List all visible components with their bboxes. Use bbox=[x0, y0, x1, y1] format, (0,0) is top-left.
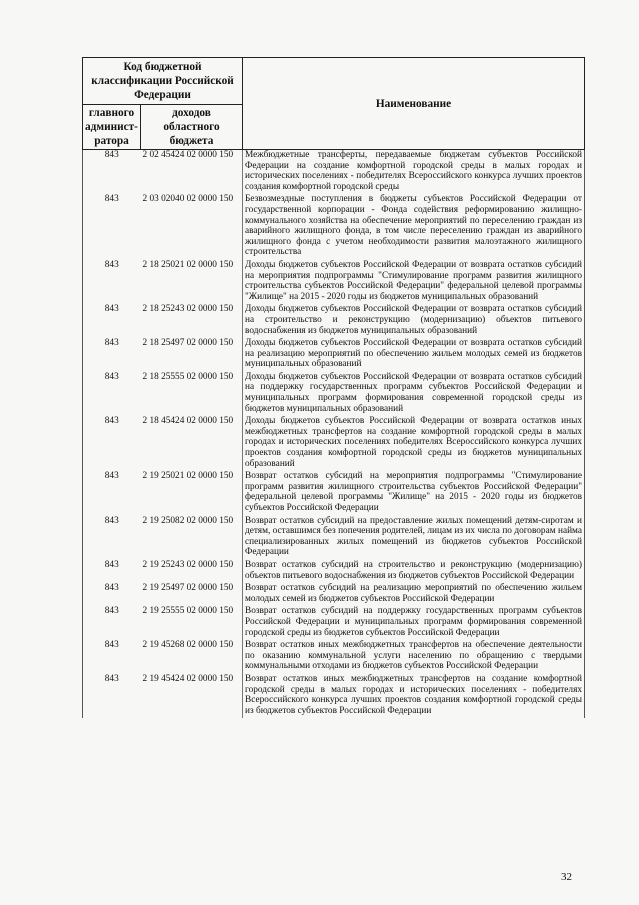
table-row bbox=[83, 150, 585, 195]
table-row bbox=[83, 560, 585, 583]
table-row bbox=[83, 516, 585, 560]
admin-code-cell: 843 bbox=[83, 338, 141, 372]
table-row bbox=[83, 194, 585, 260]
table-row bbox=[83, 471, 585, 515]
income-code-cell: 2 19 25021 02 0000 150 bbox=[142, 471, 234, 482]
income-code-cell: 2 19 25082 02 0000 150 bbox=[142, 515, 234, 526]
name-cell: Возврат остатков субсидий на строительство и реконструкцию (модернизацию) объектов питьевого водоснабжения из бюджетов субъектов Российской Федерации bbox=[243, 560, 585, 583]
admin-code-cell: 843 bbox=[83, 260, 141, 304]
admin-code-cell: 843 bbox=[83, 640, 141, 674]
name-column-header: Наименование bbox=[243, 58, 585, 150]
admin-code-cell: 843 bbox=[83, 416, 141, 471]
name-cell: Доходы бюджетов субъектов Российской Федерации от возврата остатков иных межбюджетных трансфертов на создание комфортной городской среды в малых городах и исторических поселениях победителях Всероссийского конкурса лучших проектов создания комфортной городской среды из бюджетов муниципальных образований bbox=[243, 416, 585, 471]
table-row bbox=[83, 583, 585, 606]
table-row bbox=[83, 674, 585, 718]
admin-code-cell: 843 bbox=[83, 194, 141, 260]
income-code-cell: 2 02 45424 02 0000 150 bbox=[142, 150, 234, 160]
admin-code-cell: 843 bbox=[83, 372, 141, 416]
table-row bbox=[83, 304, 585, 338]
admin-code-cell: 843 bbox=[83, 150, 141, 195]
income-code-cell: 2 18 45424 02 0000 150 bbox=[142, 416, 234, 427]
page-number: 32 bbox=[561, 871, 572, 883]
name-cell: Доходы бюджетов субъектов Российской Федерации от возврата остатков субсидий на строительство и реконструкцию (модернизацию) объектов питьевого водоснабжения из бюджетов муниципальных образований bbox=[243, 304, 585, 338]
admin-code-cell: 843 bbox=[83, 560, 141, 583]
table-body bbox=[83, 150, 585, 719]
name-cell: Межбюджетные трансферты, передаваемые бюджетам субъектов Российской Федерации на создание комфортной городской среды в малых городах и исторических поселениях - победителях Всероссийского конкурса лучших проектов создания комфортной городской среды bbox=[243, 150, 585, 195]
income-code-cell: 2 19 25243 02 0000 150 bbox=[142, 559, 234, 570]
name-cell: Доходы бюджетов субъектов Российской Федерации от возврата остатков субсидий на реализацию мероприятий по обеспечению жильем молодых семей из бюджетов муниципальных образований bbox=[243, 338, 585, 372]
table-row bbox=[83, 372, 585, 416]
code-group-header: Код бюджетной классификации Российской Федерации bbox=[83, 58, 243, 105]
name-cell: Доходы бюджетов субъектов Российской Федерации от возврата остатков субсидий на поддержку государственных программ субъектов Российской Федерации и муниципальных программ формирования современной городской среды из бюджетов муниципальных образований bbox=[243, 372, 585, 416]
admin-code-cell: 843 bbox=[83, 583, 141, 606]
income-code-cell: 2 18 25497 02 0000 150 bbox=[142, 338, 234, 349]
income-code-cell: 2 19 25555 02 0000 150 bbox=[142, 606, 234, 617]
table-row bbox=[83, 640, 585, 674]
income-code-cell: 2 03 02040 02 0000 150 bbox=[142, 194, 234, 205]
table-row bbox=[83, 416, 585, 471]
name-cell: Возврат остатков субсидий на поддержку государственных программ субъектов Российской Федерации и муниципальных программ формирования современной городской среды из бюджетов субъектов Российской Федерации bbox=[243, 606, 585, 640]
income-code-cell: 2 19 45424 02 0000 150 bbox=[142, 673, 234, 684]
name-cell: Возврат остатков субсидий на реализацию мероприятий по обеспечению жильем молодых семей из бюджетов субъектов Российской Федерации bbox=[243, 583, 585, 606]
name-cell: Возврат остатков субсидий на предоставление жилых помещений детям-сиротам и детям, оставшимся без попечения родителей, лицам из их числа по договорам найма специализированных жилых помещений из бюджетов субъектов Российской Федерации bbox=[243, 516, 585, 560]
admin-code-cell: 843 bbox=[83, 471, 141, 515]
income-code-cell: 2 18 25243 02 0000 150 bbox=[142, 304, 234, 315]
income-code-cell: 2 19 25497 02 0000 150 bbox=[142, 583, 234, 594]
admin-code-cell: 843 bbox=[83, 674, 141, 718]
admin-code-cell: 843 bbox=[83, 606, 141, 640]
name-cell: Возврат остатков иных межбюджетных трансфертов на создание комфортной городской среды в малых городах и исторических поселениях - победителях Всероссийского конкурса лучших проектов создания комфортной городской среды из бюджетов субъектов Российской Федерации bbox=[243, 674, 585, 718]
budget-classification-table bbox=[82, 57, 585, 718]
name-cell: Возврат остатков иных межбюджетных трансфертов на обеспечение деятельности по оказанию коммунальной услуги населению по обращению с твердыми коммунальными отходами из бюджетов субъектов Российской Федерации bbox=[243, 640, 585, 674]
income-code-cell: 2 19 45268 02 0000 150 bbox=[142, 640, 234, 651]
table-row bbox=[83, 260, 585, 304]
name-cell: Безвозмездные поступления в бюджеты субъектов Российской Федерации от государственной корпорации - Фонда содействия реформированию жилищно-коммунального хозяйства на обеспечение мероприятий по переселению граждан из аварийного жилищного фонда, в том числе переселению граждан из аварийного жилищного фонда с учетом необходимости развития малоэтажного жилищного строительства bbox=[243, 194, 585, 260]
admin-column-header: главного админист-ратора bbox=[83, 105, 141, 150]
admin-code-cell: 843 bbox=[83, 516, 141, 560]
table-row bbox=[83, 338, 585, 372]
admin-code-cell: 843 bbox=[83, 304, 141, 338]
income-column-header: доходов областного бюджета bbox=[141, 105, 243, 150]
name-cell: Возврат остатков субсидий на мероприятия подпрограммы "Стимулирование программ развития жилищного строительства субъектов Российской Федерации" федеральной целевой программы "Жилище" на 2015 - 2020 годы из бюджетов субъектов Российской Федерации bbox=[243, 471, 585, 515]
income-code-cell: 2 18 25021 02 0000 150 bbox=[142, 259, 234, 270]
name-cell: Доходы бюджетов субъектов Российской Федерации от возврата остатков субсидий на мероприятия подпрограммы "Стимулирование программ развития жилищного строительства субъектов Российской Федерации" федеральной целевой программы "Жилище" на 2015 - 2020 годы из бюджетов муниципальных образований bbox=[243, 260, 585, 304]
table-row bbox=[83, 606, 585, 640]
income-code-cell: 2 18 25555 02 0000 150 bbox=[142, 371, 234, 382]
